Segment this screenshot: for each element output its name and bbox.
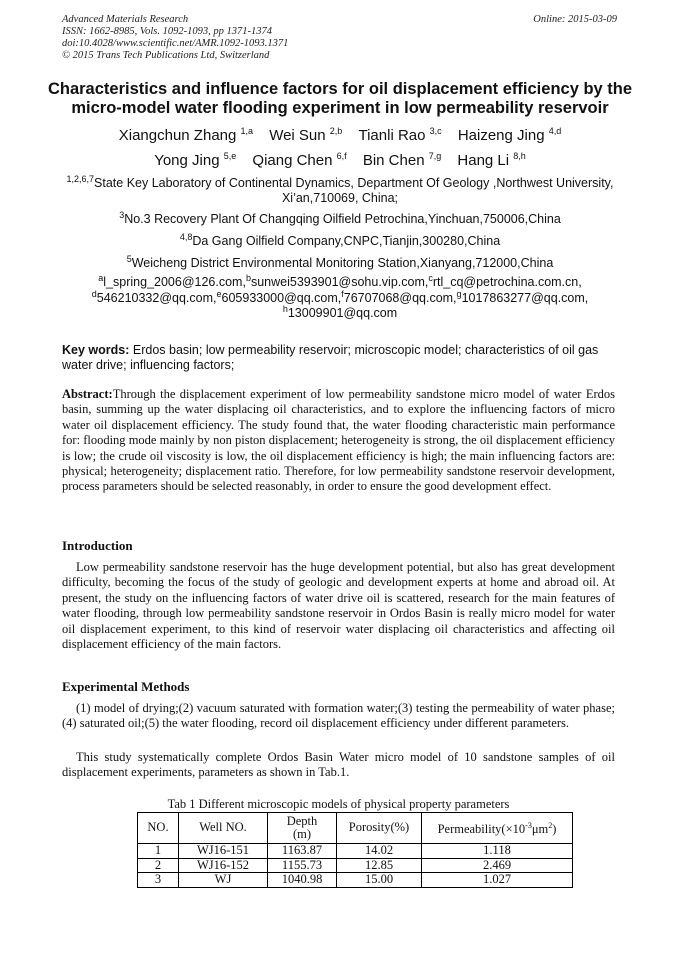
cell-permeability: 2.469 xyxy=(422,858,573,873)
email: $^b$sunwei5393901@sohu.vip.com, xyxy=(245,272,429,289)
cell-permeability: 1.118 xyxy=(422,844,573,859)
author: Bin Chen $^{7,g}$ xyxy=(362,151,442,169)
cell-permeability: 1.027 xyxy=(422,873,573,888)
keywords-label: Key words: xyxy=(62,343,130,357)
cell-depth: 1040.98 xyxy=(268,873,337,888)
cell-well: WJ16-152 xyxy=(179,858,268,873)
cell-depth: 1163.87 xyxy=(268,844,337,859)
col-no-header: NO. xyxy=(138,813,179,844)
journal-doi: doi:10.4028/www.scientific.net/AMR.1092-1093.1371 xyxy=(62,38,289,49)
introduction-paragraph: Low permeability sandstone reservoir has the huge development potential, but also has great development difficulty, becoming the focus of the study of geologic and development experts at home and abroad oil. At present, the study on the influencing factors of water drive oil is scattered, research for the main features of water flooding, through low permeability sandstone reservoir in Ordos Basin is really micro model for water oil displacement experiment, to this kind of reservoir water displacing oil characteristics and affecting oil displacement efficiency of the main factors. xyxy=(62,560,615,652)
journal-header xyxy=(62,14,617,62)
cell-no: 1 xyxy=(138,844,179,859)
col-permeability-header: $Permeability(\times 10^{-3}\mu m^2)$ xyxy=(422,813,573,844)
cell-depth: 1155.73 xyxy=(268,858,337,873)
email: $^e$605933000@qq.com, xyxy=(216,288,342,305)
table-caption: Tab 1 Different microscopic models of physical property parameters xyxy=(167,797,510,811)
section-heading-introduction: Introduction xyxy=(62,538,133,553)
col-well-header: Well NO. xyxy=(179,813,268,844)
cell-porosity: 12.85 xyxy=(337,858,422,873)
email: $^h$13009901@qq.com xyxy=(282,303,398,320)
abstract-label: Abstract: xyxy=(62,387,113,401)
email: $^a$l_spring_2006@126.com, xyxy=(98,272,246,289)
cell-well: WJ16-151 xyxy=(179,844,268,859)
keywords xyxy=(62,343,615,373)
cell-well: WJ xyxy=(179,873,268,888)
author: Qiang Chen $^{6,f}$ xyxy=(252,151,347,169)
cell-no: 2 xyxy=(138,858,179,873)
author: Haizeng Jing $^{4,d}$ xyxy=(457,126,562,144)
journal-issn: ISSN: 1662-8985, Vols. 1092-1093, pp 1371-1374 xyxy=(62,26,272,37)
journal-copyright: © 2015 Trans Tech Publications Ltd, Switzerland xyxy=(62,50,270,61)
author: Yong Jing $^{5,e}$ xyxy=(154,151,237,169)
cell-porosity: 14.02 xyxy=(337,844,422,859)
email: $^f$76707068@qq.com, xyxy=(341,288,457,305)
email: $^g$1017863277@qq.com, xyxy=(456,288,589,305)
author: Wei Sun $^{2,b}$ xyxy=(269,126,343,144)
table-row xyxy=(138,844,573,859)
col-porosity-header: Porosity(%) xyxy=(337,813,422,844)
affiliation: $^3$No.3 Recovery Plant Of Changqing Oilfield Petrochina,Yinchuan,750006,China xyxy=(119,209,561,226)
paper-title: Characteristics and influence factors for oil displacement efficiency by the micro-model water flooding experiment in low permeability reservoir xyxy=(47,80,633,117)
methods-paragraph-2: This study systematically complete Ordos Basin Water micro model of 10 sandstone samples of oil displacement experiments, parameters as shown in Tab.1. xyxy=(62,750,615,780)
property-table xyxy=(137,812,573,888)
abstract xyxy=(62,387,615,495)
affiliation: $^5$Weicheng District Environmental Monitoring Station,Xianyang,712000,China xyxy=(126,253,554,270)
author-line-2 xyxy=(80,152,600,170)
author: Hang Li $^{8,h}$ xyxy=(457,151,526,169)
keywords-text: Erdos basin; low permeability reservoir; microscopic model; characteristics of oil gas water drive; influencing factors; xyxy=(62,343,599,372)
affiliation: $^{4,8}$Da Gang Oilfield Company,CNPC,Tianjin,300280,China xyxy=(179,231,501,248)
email: $^c$rtl_cq@petrochina.com.cn, xyxy=(428,272,582,289)
col-depth-header: Depth (m) xyxy=(268,813,337,844)
cell-porosity: 15.00 xyxy=(337,873,422,888)
journal-name: Advanced Materials Research xyxy=(62,14,189,25)
author-line-1 xyxy=(80,127,600,145)
author: Tianli Rao $^{3,c}$ xyxy=(358,126,442,144)
section-heading-methods: Experimental Methods xyxy=(62,679,190,694)
cell-no: 3 xyxy=(138,873,179,888)
author: Xiangchun Zhang $^{1,a}$ xyxy=(118,126,254,144)
email: $^d$546210332@qq.com, xyxy=(91,288,217,305)
table-row xyxy=(138,873,573,888)
abstract-text: Through the displacement experiment of low permeability sandstone micro model of water Erdos basin, summing up the water displacing oil characteristics, and to explore the influencing factors of micro water oil displacement efficiency. The study found that, the water flooding characteristic main performance for: flooding mode mainly by non piston displacement; heterogeneity is strong, the oil displacement efficiency is low; the crude oil viscosity is low, the oil displacement efficiency is high; the main influencing factors are: physical; heterogeneity; displacement ratio. Therefore, for low permeability sandstone reservoir development, process parameters should be selected reasonably, in order to ensure the good development effect. xyxy=(62,387,615,494)
table-row xyxy=(138,858,573,873)
online-date: Online: 2015-03-09 xyxy=(533,14,617,25)
table-header-row xyxy=(138,813,573,844)
author-emails xyxy=(50,272,630,322)
methods-paragraph-1: (1) model of drying;(2) vacuum saturated with formation water;(3) testing the permeability of water phase;(4) saturated oil;(5) the water flooding, record oil displacement efficiency under different parameters. xyxy=(62,701,615,731)
affiliation: $^{1,2,6,7}$State Key Laboratory of Continental Dynamics, Department Of Geology ,Northwest University, Xi’an,710069, China; xyxy=(66,173,614,205)
